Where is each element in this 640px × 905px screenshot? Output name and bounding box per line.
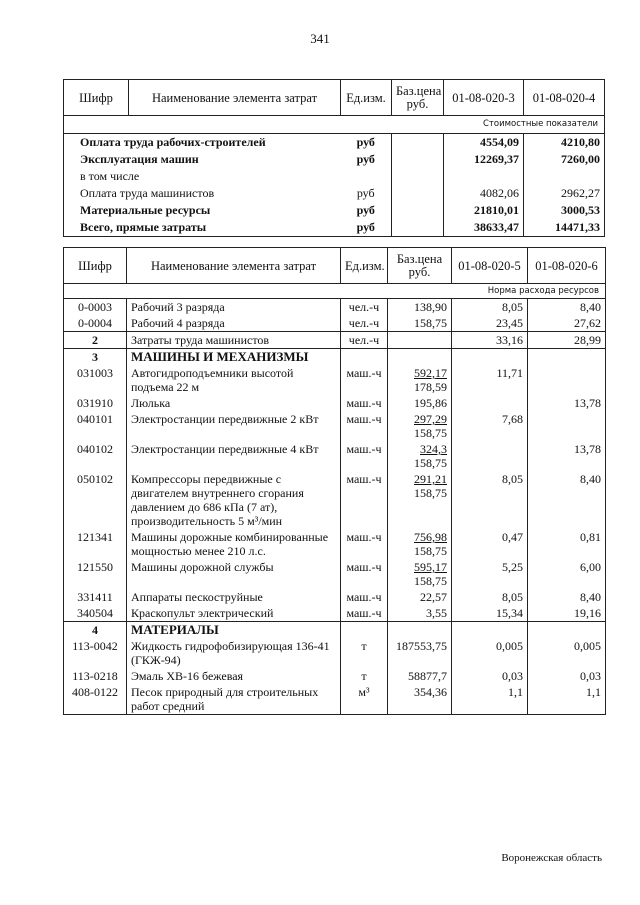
row-name: Эксплуатация машин [80,152,199,166]
row-value-a: 12269,37 [444,151,524,168]
footer-region: Воронежская область [501,852,602,864]
table-row [64,185,605,202]
row-value-a: 0,005 [452,638,528,668]
row-price: 138,90 [388,299,452,316]
section-number: 4 [64,622,127,639]
row-code: 121341 [64,529,127,559]
table-row [64,441,606,471]
row-code: 050102 [64,471,127,529]
row-price-secondary: 158,75 [414,544,447,558]
row-name: Материальные ресурсы [80,203,211,217]
row-name: Рабочий 4 разряда [127,315,341,332]
row-unit: руб [356,152,375,166]
table-row [64,202,605,219]
row-code: 113-0042 [64,638,127,668]
row-value-a: 0,47 [452,529,528,559]
table-row [64,411,606,441]
row-unit: чел.-ч [341,315,388,332]
section-title: МАТЕРИАЛЫ [127,622,341,639]
row-value-b: 8,40 [528,589,606,605]
row-unit: руб [356,203,375,217]
row-value-a: 4554,09 [444,134,524,152]
row-name: Оплата труда машинистов [80,186,215,200]
row-price: 291,21 [414,472,447,486]
table-row [64,668,606,684]
header-unit: Ед.изм. [341,80,392,116]
row-code: 340504 [64,605,127,622]
row-price-secondary: 158,75 [414,574,447,588]
header-col-b: 01-08-020-6 [528,248,606,284]
row-unit: маш.-ч [341,441,388,471]
row-unit: руб [356,220,375,234]
row-code: 0-0003 [64,299,127,316]
table-row [64,134,605,152]
row-name: Люлька [127,395,341,411]
header-col-a: 01-08-020-5 [452,248,528,284]
row-unit: маш.-ч [341,395,388,411]
row-code: 331411 [64,589,127,605]
header-unit: Ед.изм. [341,248,388,284]
row-code: 113-0218 [64,668,127,684]
row-value-b: 4210,80 [524,134,605,152]
section-row [64,622,606,639]
table-row [64,589,606,605]
row-price-secondary: 158,75 [414,486,447,500]
row-value-b: 28,99 [528,332,606,349]
row-value-a: 15,34 [452,605,528,622]
row-price-secondary: 158,75 [414,456,447,470]
row-name: Краскопульт электрический [127,605,341,622]
row-price: 297,29 [414,412,447,426]
row-code: 040102 [64,441,127,471]
header-name: Наименование элемента затрат [127,248,341,284]
row-value-b: 1,1 [528,684,606,715]
table-row [64,168,605,185]
row-price: 158,75 [388,315,452,332]
table-subheader: Стоимостные показатели [64,116,605,134]
row-unit: т [341,638,388,668]
row-value-b: 8,40 [528,299,606,316]
row-name: Машины дорожной службы [127,559,341,589]
header-base-price: Баз.цена руб. [388,248,452,284]
row-unit: маш.-ч [341,471,388,529]
row-name: в том числе [80,169,140,183]
header-col-b: 01-08-020-4 [524,80,605,116]
row-name: Затраты труда машинистов [127,332,341,349]
row-value-a: 7,68 [452,411,528,441]
page-number: 341 [310,31,330,46]
table-row [64,559,606,589]
row-value-a: 1,1 [452,684,528,715]
row-value-a: 38633,47 [444,219,524,237]
row-value-b: 2962,27 [524,185,605,202]
section-title: МАШИНЫ И МЕХАНИЗМЫ [127,349,341,366]
row-price: 756,98 [414,530,447,544]
row-value-a: 8,05 [452,589,528,605]
row-code: 040101 [64,411,127,441]
row-unit: маш.-ч [341,605,388,622]
row-unit: руб [356,186,375,200]
row-value-b: 13,78 [528,395,606,411]
row-name: Аппараты пескоструйные [127,589,341,605]
row-price: 187553,75 [388,638,452,668]
row-value-a: 8,05 [452,471,528,529]
table-row [64,684,606,715]
resource-norms-table [63,247,606,715]
row-price-secondary: 158,75 [414,426,447,440]
row-unit: маш.-ч [341,411,388,441]
row-value-a: 5,25 [452,559,528,589]
row-name: Машины дорожные комбинированные мощностью менее 210 л.с. [127,529,341,559]
header-code: Шифр [64,80,129,116]
row-value-a: 33,16 [452,332,528,349]
row-unit: м³ [341,684,388,715]
table-row [64,471,606,529]
table-row [64,299,606,316]
row-value-a: 21810,01 [444,202,524,219]
header-code: Шифр [64,248,127,284]
row-name: Электростанции передвижные 2 кВт [127,411,341,441]
table-row [64,395,606,411]
row-unit: т [341,668,388,684]
row-value-b: 8,40 [528,471,606,529]
row-value-b: 0,03 [528,668,606,684]
row-value-b: 0,005 [528,638,606,668]
row-value-b: 13,78 [528,441,606,471]
header-name: Наименование элемента затрат [129,80,341,116]
row-unit: маш.-ч [341,365,388,395]
row-unit: маш.-ч [341,559,388,589]
row-value-a: 0,03 [452,668,528,684]
table-row [64,638,606,668]
row-code: 121550 [64,559,127,589]
row-name: Автогидроподъемники высотой подъема 22 м [127,365,341,395]
table-header-row [64,248,606,284]
row-name: Компрессоры передвижные с двигателем внутреннего сгорания давлением до 686 кПа (7 ат), производительность 5 м³/мин [127,471,341,529]
header-col-a: 01-08-020-3 [444,80,524,116]
row-name: Оплата труда рабочих-строителей [80,135,266,149]
row-price: 3,55 [388,605,452,622]
row-name: Всего, прямые затраты [80,220,207,234]
table-header-row [64,80,605,116]
row-value-b: 19,16 [528,605,606,622]
row-price: 595,17 [414,560,447,574]
row-code: 408-0122 [64,684,127,715]
row-price: 195,86 [388,395,452,411]
row-code: 0-0004 [64,315,127,332]
table-row [64,365,606,395]
row-value-a: 23,45 [452,315,528,332]
row-name: Эмаль ХВ-16 бежевая [127,668,341,684]
row-unit: маш.-ч [341,529,388,559]
row-price: 324,3 [420,442,447,456]
row-value-a: 8,05 [452,299,528,316]
row-value-a: 11,71 [452,365,528,395]
row-value-b: 14471,33 [524,219,605,237]
row-price: 22,57 [388,589,452,605]
row-price: 354,36 [388,684,452,715]
row-name: Рабочий 3 разряда [127,299,341,316]
cost-indicators-table [63,79,605,237]
row-value-b: 6,00 [528,559,606,589]
row-code: 2 [64,332,127,349]
table-row [64,332,606,349]
row-value-b: 27,62 [528,315,606,332]
row-unit: маш.-ч [341,589,388,605]
table-row [64,605,606,622]
row-price: 592,17 [414,366,447,380]
table-row [64,315,606,332]
row-value-b: 0,81 [528,529,606,559]
section-row [64,349,606,366]
row-unit: руб [356,135,375,149]
table-row [64,219,605,237]
row-value-a: 4082,06 [444,185,524,202]
row-value-b: 7260,00 [524,151,605,168]
section-number: 3 [64,349,127,366]
row-name: Электростанции передвижные 4 кВт [127,441,341,471]
row-name: Песок природный для строительных работ средний [127,684,341,715]
header-base-price: Баз.цена руб. [392,80,444,116]
row-unit: чел.-ч [341,299,388,316]
row-price: 58877,7 [388,668,452,684]
row-code: 031910 [64,395,127,411]
row-value-b: 3000,53 [524,202,605,219]
row-name: Жидкость гидрофобизирующая 136-41 (ГКЖ-94) [127,638,341,668]
row-code: 031003 [64,365,127,395]
row-unit: чел.-ч [341,332,388,349]
row-price-secondary: 178,59 [414,380,447,394]
table-subheader: Норма расхода ресурсов [64,284,606,299]
table-row [64,529,606,559]
table-row [64,151,605,168]
